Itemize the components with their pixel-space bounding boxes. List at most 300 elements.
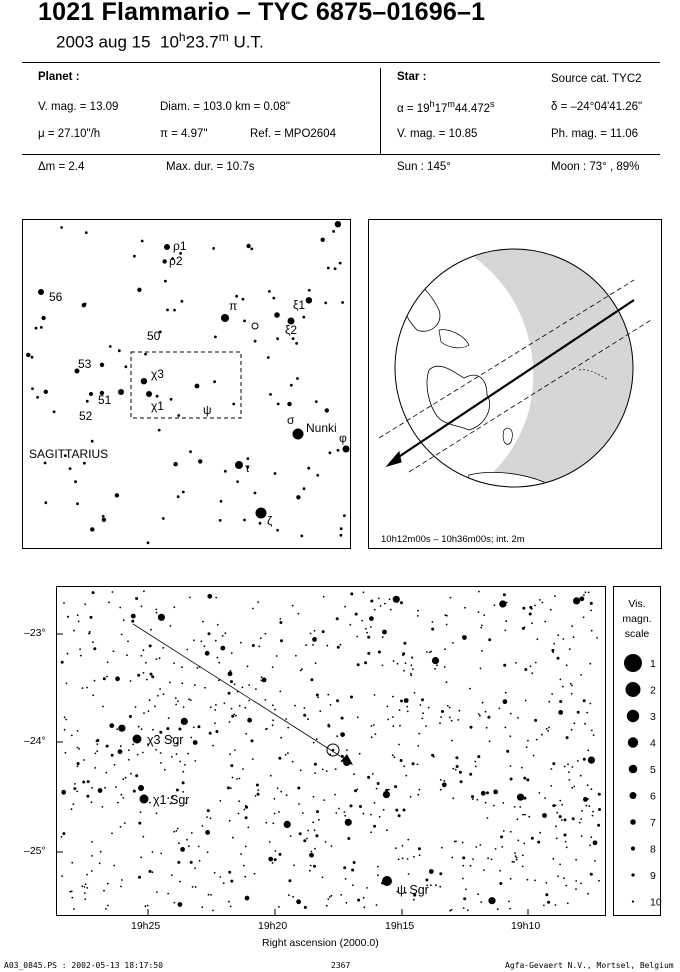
background-star xyxy=(130,773,132,775)
dec-tick-24: –24° xyxy=(24,735,46,747)
background-star xyxy=(357,716,359,718)
background-star xyxy=(186,649,188,651)
background-star xyxy=(191,832,193,834)
background-star xyxy=(36,396,39,399)
background-star xyxy=(177,414,180,417)
background-star xyxy=(392,696,394,698)
background-star xyxy=(234,749,236,751)
background-star xyxy=(422,712,424,714)
background-star xyxy=(399,709,401,711)
background-star xyxy=(141,728,143,730)
background-star xyxy=(260,637,262,639)
background-star xyxy=(516,859,518,861)
label-chi3-sgr: χ3 Sgr xyxy=(147,733,184,747)
background-star xyxy=(274,798,276,800)
background-star xyxy=(231,715,234,718)
background-star xyxy=(501,846,503,848)
background-star xyxy=(395,809,398,812)
background-star xyxy=(102,518,106,522)
background-star xyxy=(309,870,311,872)
background-star xyxy=(143,590,145,592)
background-star xyxy=(591,630,593,632)
background-star xyxy=(90,616,93,619)
background-star xyxy=(222,635,224,637)
background-star xyxy=(541,734,543,736)
label-nunki: Nunki xyxy=(306,421,337,435)
axis-ticks xyxy=(57,634,528,915)
background-star xyxy=(76,502,79,505)
background-star xyxy=(322,769,324,771)
background-star xyxy=(410,796,412,798)
background-star xyxy=(486,791,489,794)
background-star xyxy=(400,700,403,703)
background-star xyxy=(121,634,123,636)
background-star xyxy=(388,789,390,791)
background-star xyxy=(303,714,306,717)
background-star xyxy=(258,646,260,648)
background-star xyxy=(413,899,415,901)
background-star xyxy=(478,591,480,593)
background-star xyxy=(228,692,231,695)
background-star xyxy=(115,676,120,681)
time-suffix: U.T. xyxy=(233,32,264,52)
background-star xyxy=(73,908,75,910)
background-star xyxy=(88,633,90,635)
background-star xyxy=(269,841,271,843)
background-star xyxy=(65,752,67,754)
background-star xyxy=(265,728,267,730)
background-star xyxy=(274,858,277,861)
background-star xyxy=(544,621,546,623)
background-star xyxy=(99,863,101,865)
ra-minutes: 17 xyxy=(434,102,448,115)
background-star xyxy=(71,735,73,737)
named-star xyxy=(146,391,152,397)
label-53: 53 xyxy=(78,357,92,371)
background-star xyxy=(331,895,333,897)
background-star xyxy=(494,604,496,606)
scale-title-scale: scale xyxy=(624,628,650,640)
background-star xyxy=(193,727,195,729)
background-star xyxy=(524,668,527,671)
background-star xyxy=(177,700,179,702)
background-star xyxy=(229,721,231,723)
background-star xyxy=(365,628,367,630)
background-star xyxy=(212,247,215,250)
background-star xyxy=(400,759,403,762)
background-star xyxy=(315,662,317,664)
background-star xyxy=(274,472,277,475)
background-star xyxy=(462,878,464,880)
star-heading: Star : xyxy=(397,71,427,83)
background-star xyxy=(329,451,332,454)
background-star xyxy=(298,613,300,615)
footer-credit: Agfa-Gevaert N.V., Mortsel, Belgium xyxy=(505,961,674,970)
named-star xyxy=(164,244,170,250)
background-star xyxy=(295,342,298,345)
background-star xyxy=(265,633,267,635)
background-star xyxy=(392,716,394,718)
star-chi1-companion xyxy=(138,785,144,791)
scale-level-label: 2 xyxy=(650,684,656,697)
background-star xyxy=(208,894,210,896)
background-star xyxy=(113,865,115,867)
background-star xyxy=(556,812,558,814)
background-star xyxy=(137,754,139,756)
background-star xyxy=(588,757,595,764)
background-star xyxy=(121,879,123,881)
background-star xyxy=(433,756,435,758)
background-star xyxy=(580,775,582,777)
background-star xyxy=(255,688,257,690)
background-star xyxy=(583,699,586,702)
background-star xyxy=(417,615,419,617)
background-star xyxy=(598,880,600,882)
background-star xyxy=(300,769,302,771)
background-star xyxy=(335,221,341,227)
background-star xyxy=(322,876,324,878)
background-star xyxy=(254,873,256,875)
scale-dot xyxy=(631,846,635,850)
background-star xyxy=(573,597,580,604)
background-star xyxy=(92,694,94,696)
background-star xyxy=(402,845,404,847)
background-star xyxy=(91,855,93,857)
scale-level-label: 4 xyxy=(650,737,656,750)
background-star xyxy=(111,833,113,835)
background-star xyxy=(587,784,589,786)
background-star xyxy=(510,878,512,880)
background-star xyxy=(486,727,488,729)
background-star xyxy=(74,783,76,785)
background-star xyxy=(397,663,399,665)
background-star xyxy=(406,706,408,708)
label-chi1: χ1 xyxy=(151,399,164,413)
background-star xyxy=(300,535,303,538)
background-star xyxy=(510,765,512,767)
background-star xyxy=(35,327,38,330)
background-star xyxy=(592,811,594,813)
background-star xyxy=(141,240,144,243)
background-star xyxy=(575,859,577,861)
background-star xyxy=(287,402,291,406)
background-star xyxy=(353,861,356,864)
background-star xyxy=(449,707,451,709)
background-star xyxy=(535,662,537,664)
background-star xyxy=(131,614,136,619)
background-star xyxy=(278,811,280,813)
background-star xyxy=(419,854,421,856)
background-star xyxy=(469,688,471,690)
divider-middle xyxy=(22,154,660,155)
background-star xyxy=(224,702,226,704)
background-star xyxy=(327,694,329,696)
background-star xyxy=(580,596,585,601)
background-star xyxy=(436,664,438,666)
ra-tick-1910: 19h10 xyxy=(511,920,541,932)
background-star xyxy=(290,384,293,387)
background-star xyxy=(170,398,173,401)
background-star xyxy=(62,832,65,835)
background-star xyxy=(155,749,157,751)
background-star xyxy=(462,865,464,867)
background-star xyxy=(115,786,117,788)
background-star xyxy=(292,761,294,763)
background-star xyxy=(245,733,247,735)
background-star xyxy=(472,798,474,800)
scale-title-vis: Vis. xyxy=(628,598,646,610)
background-star xyxy=(489,740,491,742)
background-star xyxy=(188,845,190,847)
background-star xyxy=(245,846,247,848)
background-star xyxy=(114,764,116,766)
background-star xyxy=(505,727,507,729)
background-star xyxy=(577,760,579,762)
background-star xyxy=(485,711,487,713)
background-star xyxy=(272,862,274,864)
scale-dot xyxy=(632,900,634,902)
background-star xyxy=(105,772,107,774)
background-star xyxy=(230,787,232,789)
background-star xyxy=(457,719,459,721)
background-star xyxy=(173,606,175,608)
named-star xyxy=(38,289,44,295)
background-star xyxy=(156,891,158,893)
background-star xyxy=(179,761,181,763)
background-star xyxy=(568,771,570,773)
background-star xyxy=(591,730,593,732)
background-star xyxy=(550,785,552,787)
background-star xyxy=(230,680,233,683)
background-star xyxy=(181,682,183,684)
background-star xyxy=(310,678,313,681)
background-star xyxy=(364,661,367,664)
background-star xyxy=(452,768,454,770)
background-star xyxy=(485,802,487,804)
background-star xyxy=(297,787,300,790)
background-star xyxy=(577,711,580,714)
background-star xyxy=(354,789,357,792)
background-star xyxy=(194,867,196,869)
background-star xyxy=(551,693,553,695)
background-star xyxy=(440,716,442,718)
delta-mag: Δm = 2.4 xyxy=(38,161,85,173)
background-star xyxy=(522,814,524,816)
background-star xyxy=(378,598,380,600)
background-star xyxy=(572,766,574,768)
divider-vertical xyxy=(380,68,381,154)
background-star xyxy=(491,859,493,861)
background-star xyxy=(280,737,282,739)
background-star xyxy=(91,841,93,843)
background-star xyxy=(464,607,466,609)
background-star xyxy=(245,816,248,819)
background-star xyxy=(204,687,206,689)
background-star xyxy=(190,737,192,739)
label-zeta: ζ xyxy=(267,514,273,528)
background-star xyxy=(482,702,484,704)
background-star xyxy=(90,527,94,531)
background-star xyxy=(174,902,176,904)
background-star xyxy=(242,687,244,689)
scale-level-label: 9 xyxy=(650,870,656,882)
background-star xyxy=(132,744,134,746)
max-duration: Max. dur. = 10.7s xyxy=(166,161,255,173)
background-star xyxy=(363,897,365,899)
background-star xyxy=(242,768,244,770)
background-star xyxy=(370,831,372,833)
background-star xyxy=(311,851,313,853)
background-star xyxy=(89,631,91,633)
background-star xyxy=(213,380,216,383)
background-star xyxy=(434,668,436,670)
background-star xyxy=(236,480,239,483)
background-star xyxy=(598,793,601,796)
background-star xyxy=(230,880,233,883)
background-star xyxy=(439,886,441,888)
background-star xyxy=(190,861,193,864)
background-star xyxy=(310,633,312,635)
background-star xyxy=(412,762,415,765)
background-star xyxy=(210,706,212,708)
background-star xyxy=(475,846,477,848)
background-star xyxy=(83,462,86,465)
background-star xyxy=(77,730,79,732)
background-star xyxy=(204,645,206,647)
background-star xyxy=(439,722,441,724)
background-star xyxy=(188,698,190,700)
background-star xyxy=(151,675,154,678)
background-star xyxy=(224,470,227,473)
background-star xyxy=(182,781,185,784)
background-star xyxy=(307,718,309,720)
background-star xyxy=(330,704,332,706)
background-star xyxy=(574,722,576,724)
background-star xyxy=(272,297,275,300)
background-star xyxy=(478,713,480,715)
background-star xyxy=(372,773,374,775)
planet-parallax: π = 4.97" xyxy=(160,128,208,140)
background-star xyxy=(219,800,221,802)
background-star xyxy=(157,695,159,697)
background-star xyxy=(334,794,336,796)
background-star xyxy=(84,892,86,894)
background-star xyxy=(84,886,86,888)
background-star xyxy=(303,487,306,490)
background-star xyxy=(400,601,403,604)
label-52: 52 xyxy=(79,409,93,423)
background-star xyxy=(347,837,350,840)
background-star xyxy=(539,792,541,794)
background-star xyxy=(86,687,88,689)
background-star xyxy=(214,336,217,339)
background-star xyxy=(463,897,466,900)
background-star xyxy=(531,837,534,840)
background-star xyxy=(559,800,561,802)
background-star xyxy=(244,809,246,811)
background-star xyxy=(589,844,591,846)
globe-body xyxy=(395,240,669,500)
background-star xyxy=(279,691,281,693)
background-star xyxy=(483,869,485,871)
background-star xyxy=(589,663,591,665)
background-star xyxy=(344,606,346,608)
background-star xyxy=(272,719,274,721)
background-star xyxy=(238,800,240,802)
background-star xyxy=(440,779,442,781)
background-star xyxy=(149,802,151,804)
background-star xyxy=(92,591,95,594)
background-star xyxy=(53,410,56,413)
background-star xyxy=(371,725,373,727)
background-star xyxy=(148,710,150,712)
background-star xyxy=(159,688,161,690)
background-star xyxy=(71,808,73,810)
background-star xyxy=(81,885,83,887)
background-star xyxy=(314,630,316,632)
background-star xyxy=(272,666,274,668)
background-star xyxy=(594,860,596,862)
background-star xyxy=(278,757,281,760)
background-star xyxy=(411,657,413,659)
background-star xyxy=(351,869,354,872)
background-star xyxy=(73,630,75,632)
background-star xyxy=(250,248,253,251)
background-star xyxy=(542,813,547,818)
background-star xyxy=(140,811,142,813)
background-star xyxy=(361,620,363,622)
background-star xyxy=(471,795,474,798)
background-star xyxy=(527,879,529,881)
background-star xyxy=(444,666,446,668)
background-star xyxy=(64,717,66,719)
background-star xyxy=(325,408,329,412)
background-star xyxy=(475,766,477,768)
background-star xyxy=(398,744,400,746)
background-star xyxy=(393,660,395,662)
background-star xyxy=(556,838,558,840)
background-star xyxy=(100,851,102,853)
background-star xyxy=(598,808,601,811)
scale-level-label: 8 xyxy=(650,843,656,856)
background-star xyxy=(402,654,404,656)
background-star xyxy=(133,790,136,793)
background-star xyxy=(156,813,158,815)
background-star xyxy=(533,755,535,757)
background-star xyxy=(256,784,259,787)
background-star xyxy=(350,592,353,595)
background-star xyxy=(449,717,451,719)
background-star xyxy=(138,726,140,728)
globe-panel xyxy=(368,219,662,549)
event-date: 2003 aug 15 xyxy=(56,32,151,52)
background-star xyxy=(276,529,279,532)
background-star xyxy=(180,847,185,852)
background-star xyxy=(451,740,453,742)
background-star xyxy=(561,819,563,821)
background-star xyxy=(514,852,516,854)
background-star xyxy=(141,378,147,384)
background-star xyxy=(483,614,485,616)
background-star xyxy=(147,905,149,907)
background-star xyxy=(530,665,532,667)
background-star xyxy=(336,617,339,620)
background-star xyxy=(567,763,569,765)
background-star xyxy=(305,644,307,646)
background-star xyxy=(548,701,550,703)
background-star xyxy=(193,639,195,641)
named-star xyxy=(343,446,350,453)
